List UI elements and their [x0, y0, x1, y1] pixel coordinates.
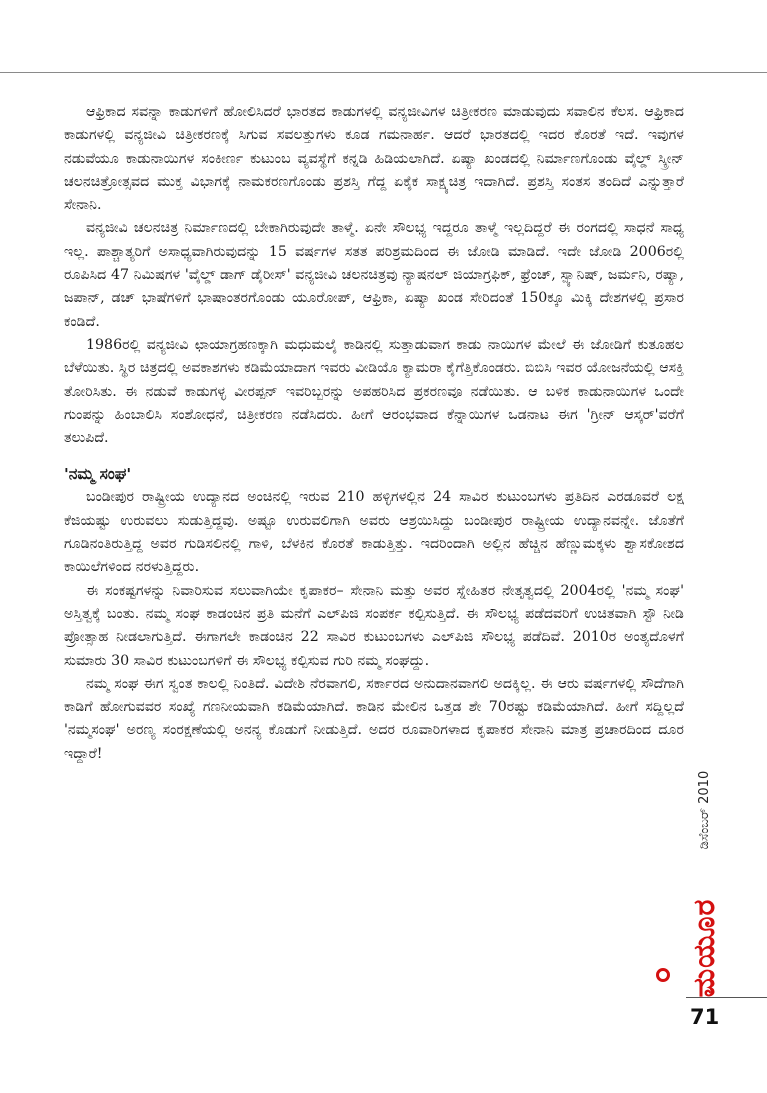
footer-rule: [686, 997, 767, 998]
magazine-side-tab: [687, 760, 722, 998]
section-subheading: 'ನಮ್ಮ ಸಂಘ': [64, 465, 132, 484]
paragraph: 1986ರಲ್ಲಿ ವನ್ಯಜೀವಿ ಛಾಯಾಗ್ರಹಣಕ್ಕಾಗಿ ಮಧುಮಲೈ ಕಾಡಿನಲ್ಲಿ ಸುತ್ತಾಡುವಾಗ ಕಾಡು ನಾಯಿಗಳ ಮೇಲೆ ಈ ಜೋಡಿಗೆ ಕುತೂಹಲ ಬೆಳೆಯಿತು. ಸ್ಥಿರ ಚಿತ್ರದಲ್ಲಿ ಅವಕಾಶಗಳು ಕಡಿಮೆಯಾದಾಗ ಇವರು ವೀಡಿಯೊ ಕ್ಯಾಮರಾ ಕೈಗೆತ್ತಿಕೊಂಡರು. ಬಿಬಿಸಿ ಇವರ ಯೋಜನೆಯಲ್ಲಿ ಆಸಕ್ತಿ ತೋರಿಸಿತು. ಈ ನಡುವೆ ಕಾಡುಗಳ್ಳ ವೀರಪ್ಪನ್ ಇವರಿಬ್ಬರನ್ನು ಅಪಹರಿಸಿದ ಪ್ರಕರಣವೂ ನಡೆಯಿತು. ಆ ಬಳಿಕ ಕಾಡುನಾಯಿಗಳ ಒಂದೇ ಗುಂಪನ್ನು ಹಿಂಬಾಲಿಸಿ ಸಂಶೋಧನೆ, ಚಿತ್ರೀಕರಣ ನಡೆಸಿದರು. ಹೀಗೆ ಆರಂಭವಾದ ಕೆನ್ನಾಯಿಗಳ ಒಡನಾಟ ಈಗ 'ಗ್ರೀನ್ ಆಸ್ಕರ್'ವರೆಗೆ ತಲುಪಿದೆ.: [64, 336, 684, 447]
paragraph: ವನ್ಯಜೀವಿ ಚಲನಚಿತ್ರ ನಿರ್ಮಾಣದಲ್ಲಿ ಬೇಕಾಗಿರುವುದೇ ತಾಳ್ಮೆ. ಏನೇ ಸೌಲಭ್ಯ ಇದ್ದರೂ ತಾಳ್ಮೆ ಇಲ್ಲದಿದ್ದರೆ ಈ ರಂಗದಲ್ಲಿ ಸಾಧನೆ ಸಾಧ್ಯ ಇಲ್ಲ. ಪಾಶ್ಚಾತ್ಯರಿಗೆ ಅಸಾಧ್ಯವಾಗಿರುವುದನ್ನು 15 ವರ್ಷಗಳ ಸತತ ಪರಿಶ್ರಮದಿಂದ ಈ ಜೋಡಿ ಮಾಡಿದೆ. ಇದೇ ಜೋಡಿ 2006ರಲ್ಲಿ ರೂಪಿಸಿದ 47 ನಿಮಿಷಗಳ 'ವೈಲ್ಡ್ ಡಾಗ್ ಡೈರೀಸ್' ವನ್ಯಜೀವಿ ಚಲನಚಿತ್ರವು ನ್ಯಾಷನಲ್ ಜಿಯಾಗ್ರಫಿಕ್, ಫ್ರೆಂಚ್, ಸ್ಪ್ಯಾನಿಷ್, ಜರ್ಮನಿ, ರಷ್ಯಾ, ಜಪಾನ್, ಡಚ್ ಭಾಷೆಗಳಿಗೆ ಭಾಷಾಂತರಗೊಂಡು ಯೂರೋಪ್, ಆಫ್ರಿಕಾ, ಏಷ್ಯಾ ಖಂಡ ಸೇರಿದಂತೆ 150ಕ್ಕೂ ಮಿಕ್ಕಿ ದೇಶಗಳಲ್ಲಿ ಪ್ರಸಾರ ಕಂಡಿದೆ.: [64, 220, 684, 330]
page-number: 71: [690, 1005, 720, 1029]
paragraph: ನಮ್ಮ ಸಂಘ ಈಗ ಸ್ವಂತ ಕಾಲಲ್ಲಿ ನಿಂತಿದೆ. ವಿದೇಶಿ ನೆರವಾಗಲಿ, ಸರ್ಕಾರದ ಅನುದಾನವಾಗಲಿ ಅದಕ್ಕಿಲ್ಲ. ಈ ಆರು ವರ್ಷಗಳಲ್ಲಿ ಸೌದೆಗಾಗಿ ಕಾಡಿಗೆ ಹೋಗುವವರ ಸಂಖ್ಯೆ ಗಣನೀಯವಾಗಿ ಕಡಿಮೆಯಾಗಿದೆ. ಕಾಡಿನ ಮೇಲಿನ ಒತ್ತಡ ಶೇ 70ರಷ್ಟು ಕಡಿಮೆಯಾಗಿದೆ. ಹೀಗೆ ಸದ್ದಿಲ್ಲದೆ 'ನಮ್ಮಸಂಘ' ಅರಣ್ಯ ಸಂರಕ್ಷಣೆಯಲ್ಲಿ ಅನನ್ಯ ಕೊಡುಗೆ ನೀಡುತ್ತಿದೆ. ಅದರ ರೂವಾರಿಗಳಾದ ಕೃಪಾಕರ ಸೇನಾನಿ ಮಾತ್ರ ಪ್ರಚಾರದಿಂದ ದೂರ ಇದ್ದಾರೆ!: [64, 675, 684, 762]
circle-icon: [656, 968, 670, 982]
article-body: [64, 101, 684, 766]
paragraph: ಬಂಡೀಪುರ ರಾಷ್ಟ್ರೀಯ ಉದ್ಯಾನದ ಅಂಚಿನಲ್ಲಿ ಇರುವ 210 ಹಳ್ಳಿಗಳಲ್ಲಿನ 24 ಸಾವಿರ ಕುಟುಂಬಗಳು ಪ್ರತಿದಿನ ಎರಡೂವರೆ ಲಕ್ಷ ಕೆಜಿಯಷ್ಟು ಉರುವಲು ಸುಡುತ್ತಿದ್ದವು. ಅಷ್ಟೂ ಉರುವಲಿಗಾಗಿ ಅವರು ಆಶ್ರಯಿಸಿದ್ದು ಬಂಡೀಪುರ ರಾಷ್ಟ್ರೀಯ ಉದ್ಯಾನವನ್ನೇ. ಜೊತೆಗೆ ಗೂಡಿನಂತಿರುತ್ತಿದ್ದ ಅವರ ಗುಡಿಸಲಿನಲ್ಲಿ ಗಾಳಿ, ಬೆಳಕಿನ ಕೊರತೆ ಕಾಡುತ್ತಿತ್ತು. ಇದರಿಂದಾಗಿ ಅಲ್ಲಿನ ಹೆಚ್ಚಿನ ಹೆಣ್ಣುಮಕ್ಕಳು ಶ್ವಾಸಕೋಶದ ಕಾಯಿಲೆಗಳಿಂದ ನರಳುತ್ತಿದ್ದರು.: [64, 489, 684, 576]
top-rule: [0, 72, 767, 73]
magazine-brand: ಮಯೂರ: [687, 898, 722, 998]
issue-date: ಡಿಸೆಂಬರ್ 2010: [697, 770, 712, 850]
paragraph: ಈ ಸಂಕಷ್ಟಗಳನ್ನು ನಿವಾರಿಸುವ ಸಲುವಾಗಿಯೇ ಕೃಪಾಕರ– ಸೇನಾನಿ ಮತ್ತು ಅವರ ಸ್ನೇಹಿತರ ನೇತೃತ್ವದಲ್ಲಿ 2004ರಲ್ಲಿ 'ನಮ್ಮ ಸಂಘ' ಅಸ್ತಿತ್ವಕ್ಕೆ ಬಂತು. ನಮ್ಮ ಸಂಘ ಕಾಡಂಚಿನ ಪ್ರತಿ ಮನೆಗೆ ಎಲ್‌ಪಿಜಿ ಸಂಪರ್ಕ ಕಲ್ಪಿಸುತ್ತಿದೆ. ಈ ಸೌಲಭ್ಯ ಪಡೆದವರಿಗೆ ಉಚಿತವಾಗಿ ಸ್ಟೌ ನೀಡಿ ಪ್ರೋತ್ಸಾಹ ನೀಡಲಾಗುತ್ತಿದೆ. ಈಗಾಗಲೇ ಕಾಡಂಚಿನ 22 ಸಾವಿರ ಕುಟುಂಬಗಳು ಎಲ್‌ಪಿಜಿ ಸೌಲಭ್ಯ ಪಡೆದಿವೆ. 2010ರ ಅಂತ್ಯದೊಳಗೆ ಸುಮಾರು 30 ಸಾವಿರ ಕುಟುಂಬಗಳಿಗೆ ಈ ಸೌಲಭ್ಯ ಕಲ್ಪಿಸುವ ಗುರಿ ನಮ್ಮ ಸಂಘದ್ದು.: [64, 582, 684, 669]
paragraph: ಆಫ್ರಿಕಾದ ಸವನ್ನಾ ಕಾಡುಗಳಿಗೆ ಹೋಲಿಸಿದರೆ ಭಾರತದ ಕಾಡುಗಳಲ್ಲಿ ವನ್ಯಜೀವಿಗಳ ಚಿತ್ರೀಕರಣ ಮಾಡುವುದು ಸವಾಲಿನ ಕೆಲಸ. ಆಫ್ರಿಕಾದ ಕಾಡುಗಳಲ್ಲಿ ವನ್ಯಜೀವಿ ಚಿತ್ರೀಕರಣಕ್ಕೆ ಸಿಗುವ ಸವಲತ್ತುಗಳು ಕೂಡ ಗಮನಾರ್ಹ. ಆದರೆ ಭಾರತದಲ್ಲಿ ಇದರ ಕೊರತೆ ಇದೆ. ಇವುಗಳ ನಡುವೆಯೂ ಕಾಡುನಾಯಿಗಳ ಸಂಕೀರ್ಣ ಕುಟುಂಬ ವ್ಯವಸ್ಥೆಗೆ ಕನ್ನಡಿ ಹಿಡಿಯಲಾಗಿದೆ. ಏಷ್ಯಾ ಖಂಡದಲ್ಲಿ ನಿರ್ಮಾಣಗೊಂಡು ವೈಲ್ಡ್ ಸ್ಕ್ರೀನ್ ಚಲನಚಿತ್ರೋತ್ಸವದ ಮುಕ್ತ ವಿಭಾಗಕ್ಕೆ ನಾಮಕರಣಗೊಂಡು ಪ್ರಶಸ್ತಿ ಗೆದ್ದ ಏಕೈಕ ಸಾಕ್ಷ್ಯಚಿತ್ರ ಇದಾಗಿದೆ. ಪ್ರಶಸ್ತಿ ಸಂತಸ ತಂದಿದೆ ಎನ್ನುತ್ತಾರೆ ಸೇನಾನಿ.: [64, 104, 684, 214]
